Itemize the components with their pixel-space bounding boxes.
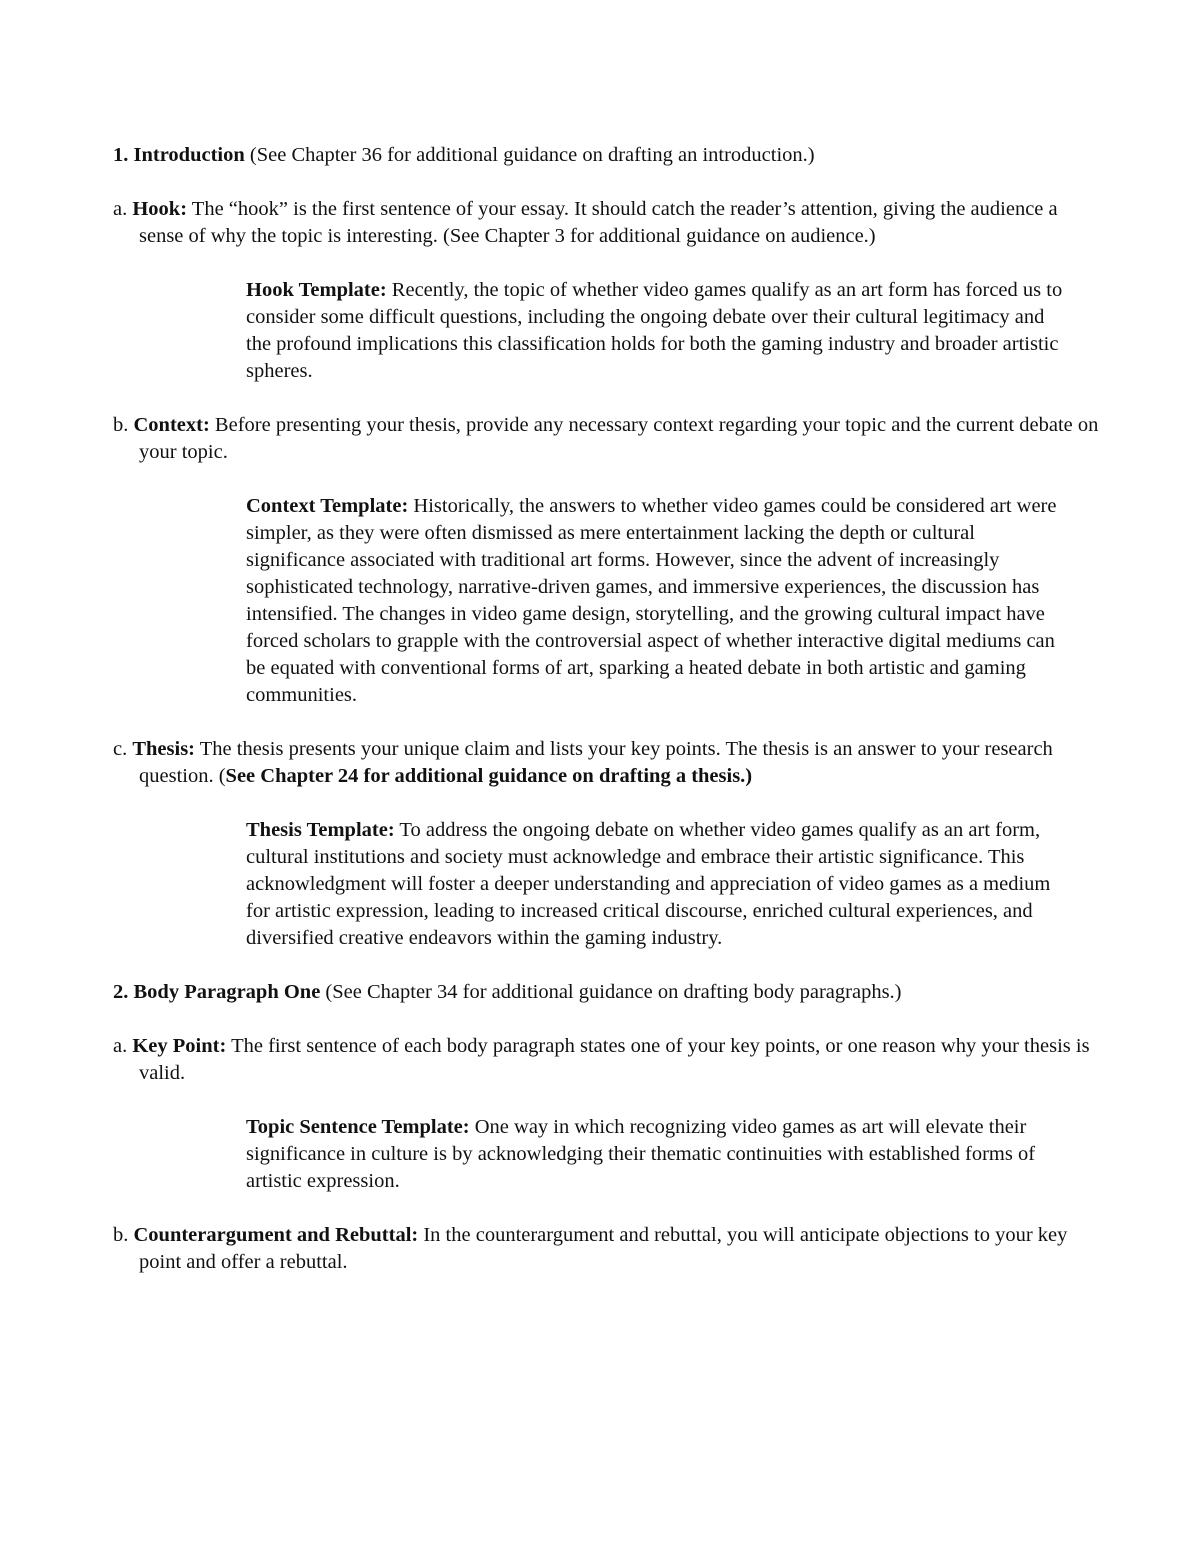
section-heading-introduction <box>113 142 1100 169</box>
context-template <box>246 493 1070 709</box>
item-label: Thesis: <box>132 738 196 760</box>
template-label: Context Template: <box>246 495 409 517</box>
counterargument-item <box>113 1222 1100 1276</box>
item-label: Key Point: <box>132 1035 227 1057</box>
hook-item <box>113 196 1100 250</box>
template-label: Topic Sentence Template: <box>246 1116 470 1138</box>
template-label: Hook Template: <box>246 279 387 301</box>
template-text: To address the ongoing debate on whether video games qualify as an art form, cultural institutions and society must acknowledge and embrace their artistic significance. This acknowledgment will foster a deeper understanding and appreciation of video games as a medium for artistic expression, leading to increased critical discourse, enriched cultural experiences, and diversified creative endeavors within the gaming industry. <box>246 819 1051 949</box>
template-text: Recently, the topic of whether video games qualify as an art form has forced us to consider some difficult questions, including the ongoing debate over their cultural legitimacy and the profound implications this classification holds for both the gaming industry and broader artistic spheres. <box>246 279 1063 382</box>
section-number: 1. <box>113 144 134 166</box>
item-text: The thesis presents your unique claim and lists your key points. The thesis is an answer to your research question. ( <box>139 738 1053 787</box>
section-note: (See Chapter 34 for additional guidance on drafting body paragraphs.) <box>320 981 902 1003</box>
item-label: Counterargument and Rebuttal: <box>133 1224 419 1246</box>
item-text: In the counterargument and rebuttal, you will anticipate objections to your key point and offer a rebuttal. <box>139 1224 1068 1273</box>
topic-sentence-template <box>246 1114 1070 1195</box>
section-title: Body Paragraph One <box>133 981 321 1003</box>
item-marker: a. <box>113 1035 133 1057</box>
template-text: Historically, the answers to whether video games could be considered art were simpler, as they were often dismissed as mere entertainment lacking the depth or cultural significance associated with traditional art forms. However, since the advent of increasingly sophisticated technology, narrative-driven games, and immersive experiences, the discussion has intensified. The changes in video game design, storytelling, and the growing cultural impact have forced scholars to grapple with the controversial aspect of whether interactive digital mediums can be equated with conventional forms of art, sparking a heated debate in both artistic and gaming communities. <box>246 495 1057 706</box>
section-number: 2. <box>113 981 134 1003</box>
item-label: Hook: <box>132 198 188 220</box>
item-label: Context: <box>133 414 210 436</box>
section-title: Introduction <box>133 144 245 166</box>
thesis-template <box>246 817 1070 952</box>
item-marker: b. <box>113 414 134 436</box>
template-text: One way in which recognizing video games as art will elevate their significance in culture is by acknowledging their thematic continuities with established forms of artistic expression. <box>246 1116 1036 1192</box>
item-marker: b. <box>113 1224 134 1246</box>
item-text: The first sentence of each body paragraph states one of your key points, or one reason why your thesis is valid. <box>139 1035 1090 1084</box>
context-item <box>113 412 1100 466</box>
section-heading-body-paragraph-one <box>113 979 1100 1006</box>
section-note: (See Chapter 36 for additional guidance on drafting an introduction.) <box>244 144 815 166</box>
key-point-item <box>113 1033 1100 1087</box>
item-marker: a. <box>113 198 133 220</box>
item-bold-note: See Chapter 24 for additional guidance on drafting a thesis.) <box>225 765 753 787</box>
thesis-item <box>113 736 1100 790</box>
item-text: Before presenting your thesis, provide any necessary context regarding your topic and the current debate on your topic. <box>139 414 1099 463</box>
item-marker: c. <box>113 738 133 760</box>
item-text: The “hook” is the first sentence of your essay. It should catch the reader’s attention, giving the audience a sense of why the topic is interesting. (See Chapter 3 for additional guidance on audience.) <box>139 198 1058 247</box>
template-label: Thesis Template: <box>246 819 395 841</box>
hook-template <box>246 277 1070 385</box>
